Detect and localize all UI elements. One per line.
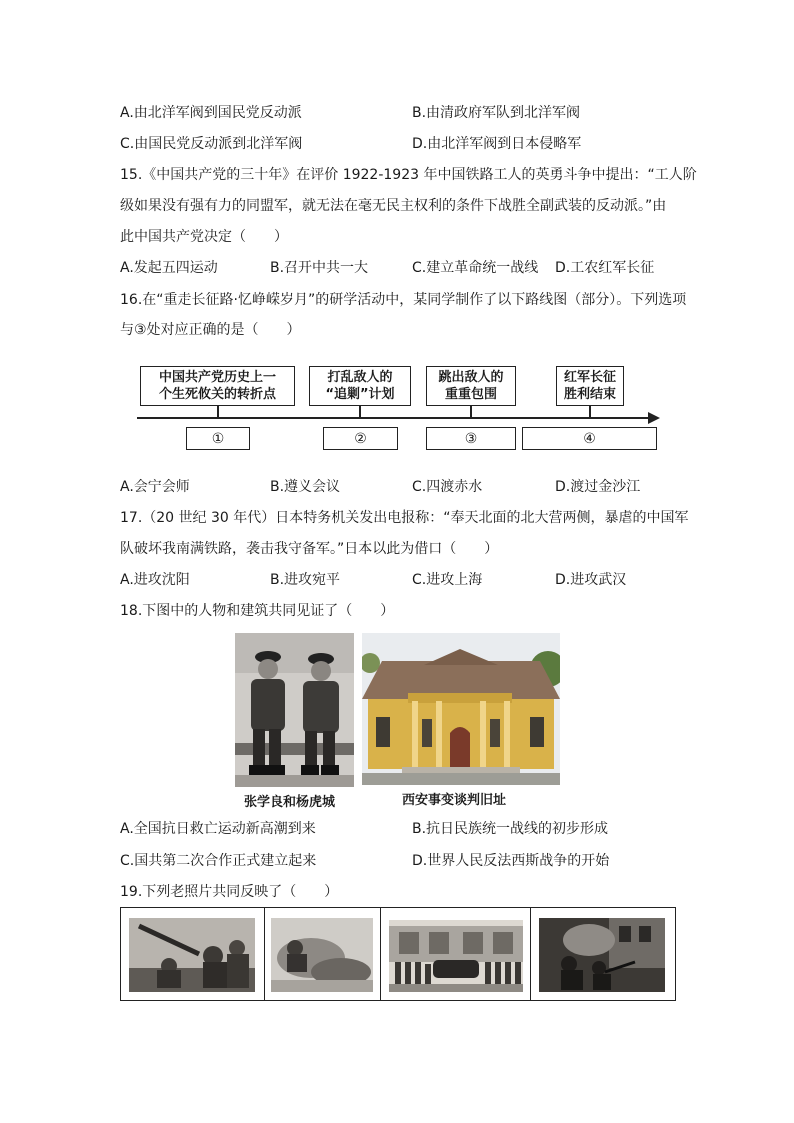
- timeline-stem-1: [217, 406, 219, 417]
- q17-option-a: A.进攻沈阳: [120, 572, 190, 588]
- q16-stem-line1: 16.在“重走长征路·忆峥嵘岁月”的研学活动中，某同学制作了以下路线图（部分）。下列选项: [120, 292, 687, 308]
- q16-option-c: C.四渡赤水: [412, 479, 483, 495]
- old-photo-3-drawing: [389, 920, 523, 992]
- old-photo-soldiers-gun: [129, 918, 255, 992]
- q14-option-b: B.由清政府军队到北洋军阀: [412, 105, 581, 121]
- timeline-stem-4: [589, 406, 591, 417]
- q17-option-d: D.进攻武汉: [555, 572, 627, 588]
- q16-option-b: B.遵义会议: [270, 479, 341, 495]
- old-photo-street-fight: [539, 918, 665, 992]
- old-photo-cell-2: [265, 908, 381, 1000]
- q15-option-b: B.召开中共一大: [270, 260, 369, 276]
- q18-option-c: C.国共第二次合作正式建立起来: [120, 853, 317, 869]
- old-photo-cell-3: [381, 908, 531, 1000]
- timeline-slot-2-label: ②: [354, 430, 367, 447]
- timeline-box-2-line1: 打乱敌人的: [327, 370, 393, 385]
- timeline-slot-3-label: ③: [464, 430, 478, 447]
- q16-option-a: A.会宁会师: [120, 479, 190, 495]
- old-photo-battlefield: [271, 918, 373, 992]
- q16-option-d: D.渡过金沙江: [555, 479, 641, 495]
- timeline-box-3: [426, 366, 516, 406]
- generals-photo-caption: 张学良和杨虎城: [244, 795, 336, 810]
- q15-stem-line1: 15.《中国共产党的三十年》在评价 1922-1923 年中国铁路工人的英勇斗争中提出：“工人阶: [120, 167, 697, 183]
- q19-stem: 19.下列老照片共同反映了（ ）: [120, 884, 339, 900]
- xian-building-drawing: [362, 633, 560, 785]
- timeline-box-4-line2: 胜利结束: [563, 387, 616, 402]
- old-photo-group-car: [389, 920, 523, 992]
- old-photo-cell-4: [531, 908, 675, 1000]
- q17-option-b: B.进攻宛平: [270, 572, 341, 588]
- timeline-box-3-line1: 跳出敌人的: [438, 370, 504, 385]
- q15-stem-line3: 此中国共产党决定（ ）: [120, 229, 288, 245]
- timeline-stem-2: [359, 406, 361, 417]
- q18-option-a: A.全国抗日救亡运动新高潮到来: [120, 821, 316, 837]
- q14-option-c: C.由国民党反动派到北洋军阀: [120, 136, 303, 152]
- q18-option-d: D.世界人民反法西斯战争的开始: [412, 853, 610, 869]
- timeline-slot-3: [426, 427, 516, 450]
- q14-option-d: D.由北洋军阀到日本侵略军: [412, 136, 582, 152]
- timeline-box-4: [556, 366, 624, 406]
- q15-option-a: A.发起五四运动: [120, 260, 218, 276]
- timeline-slot-4-label: ④: [583, 430, 596, 447]
- generals-photo: [235, 633, 354, 787]
- xian-building-caption: 西安事变谈判旧址: [402, 793, 507, 808]
- timeline-box-3-line2: 重重包围: [444, 387, 497, 402]
- timeline-box-2: [309, 366, 411, 406]
- q15-option-c: C.建立革命统一战线: [412, 260, 539, 276]
- old-photo-4-drawing: [539, 918, 665, 992]
- q14-option-a: A.由北洋军阀到国民党反动派: [120, 105, 302, 121]
- old-photo-1-drawing: [129, 918, 255, 992]
- generals-photo-drawing: [235, 633, 354, 787]
- old-photo-cell-1: [121, 908, 265, 1000]
- q17-stem-line2: 队破坏我南满铁路，袭击我守备军。”日本以此为借口（ ）: [120, 541, 499, 557]
- q15-option-d: D.工农红军长征: [555, 260, 655, 276]
- old-photo-2-drawing: [271, 918, 373, 992]
- q16-stem-line2: 与③处对应正确的是（ ）: [120, 322, 301, 338]
- q17-stem-line1: 17.（20 世纪 30 年代）日本特务机关发出电报称：“奉天北面的北大营两侧，暴虐的中国军: [120, 510, 689, 526]
- timeline-slot-1-label: ①: [211, 430, 225, 447]
- timeline-box-2-line2: “追剿”计划: [325, 387, 395, 402]
- timeline-arrowhead: [648, 412, 660, 424]
- q17-option-c: C.进攻上海: [412, 572, 483, 588]
- xian-building-photo: [362, 633, 560, 785]
- q18-stem: 18.下图中的人物和建筑共同见证了（ ）: [120, 603, 395, 619]
- timeline-slot-2: [323, 427, 398, 450]
- timeline-box-1: [140, 366, 295, 406]
- old-photos-grid: [120, 907, 676, 1001]
- timeline-axis: [137, 417, 649, 419]
- timeline-box-1-line1: 中国共产党历史上一: [158, 370, 276, 385]
- timeline-box-4-line1: 红军长征: [563, 370, 616, 385]
- timeline-stem-3: [470, 406, 472, 417]
- timeline-box-1-line2: 个生死攸关的转折点: [158, 387, 276, 402]
- timeline-slot-4: [522, 427, 657, 450]
- timeline-slot-1: [186, 427, 250, 450]
- q18-option-b: B.抗日民族统一战线的初步形成: [412, 821, 609, 837]
- q15-stem-line2: 级如果没有强有力的同盟军，就无法在毫无民主权利的条件下战胜全副武装的反动派。”由: [120, 198, 667, 214]
